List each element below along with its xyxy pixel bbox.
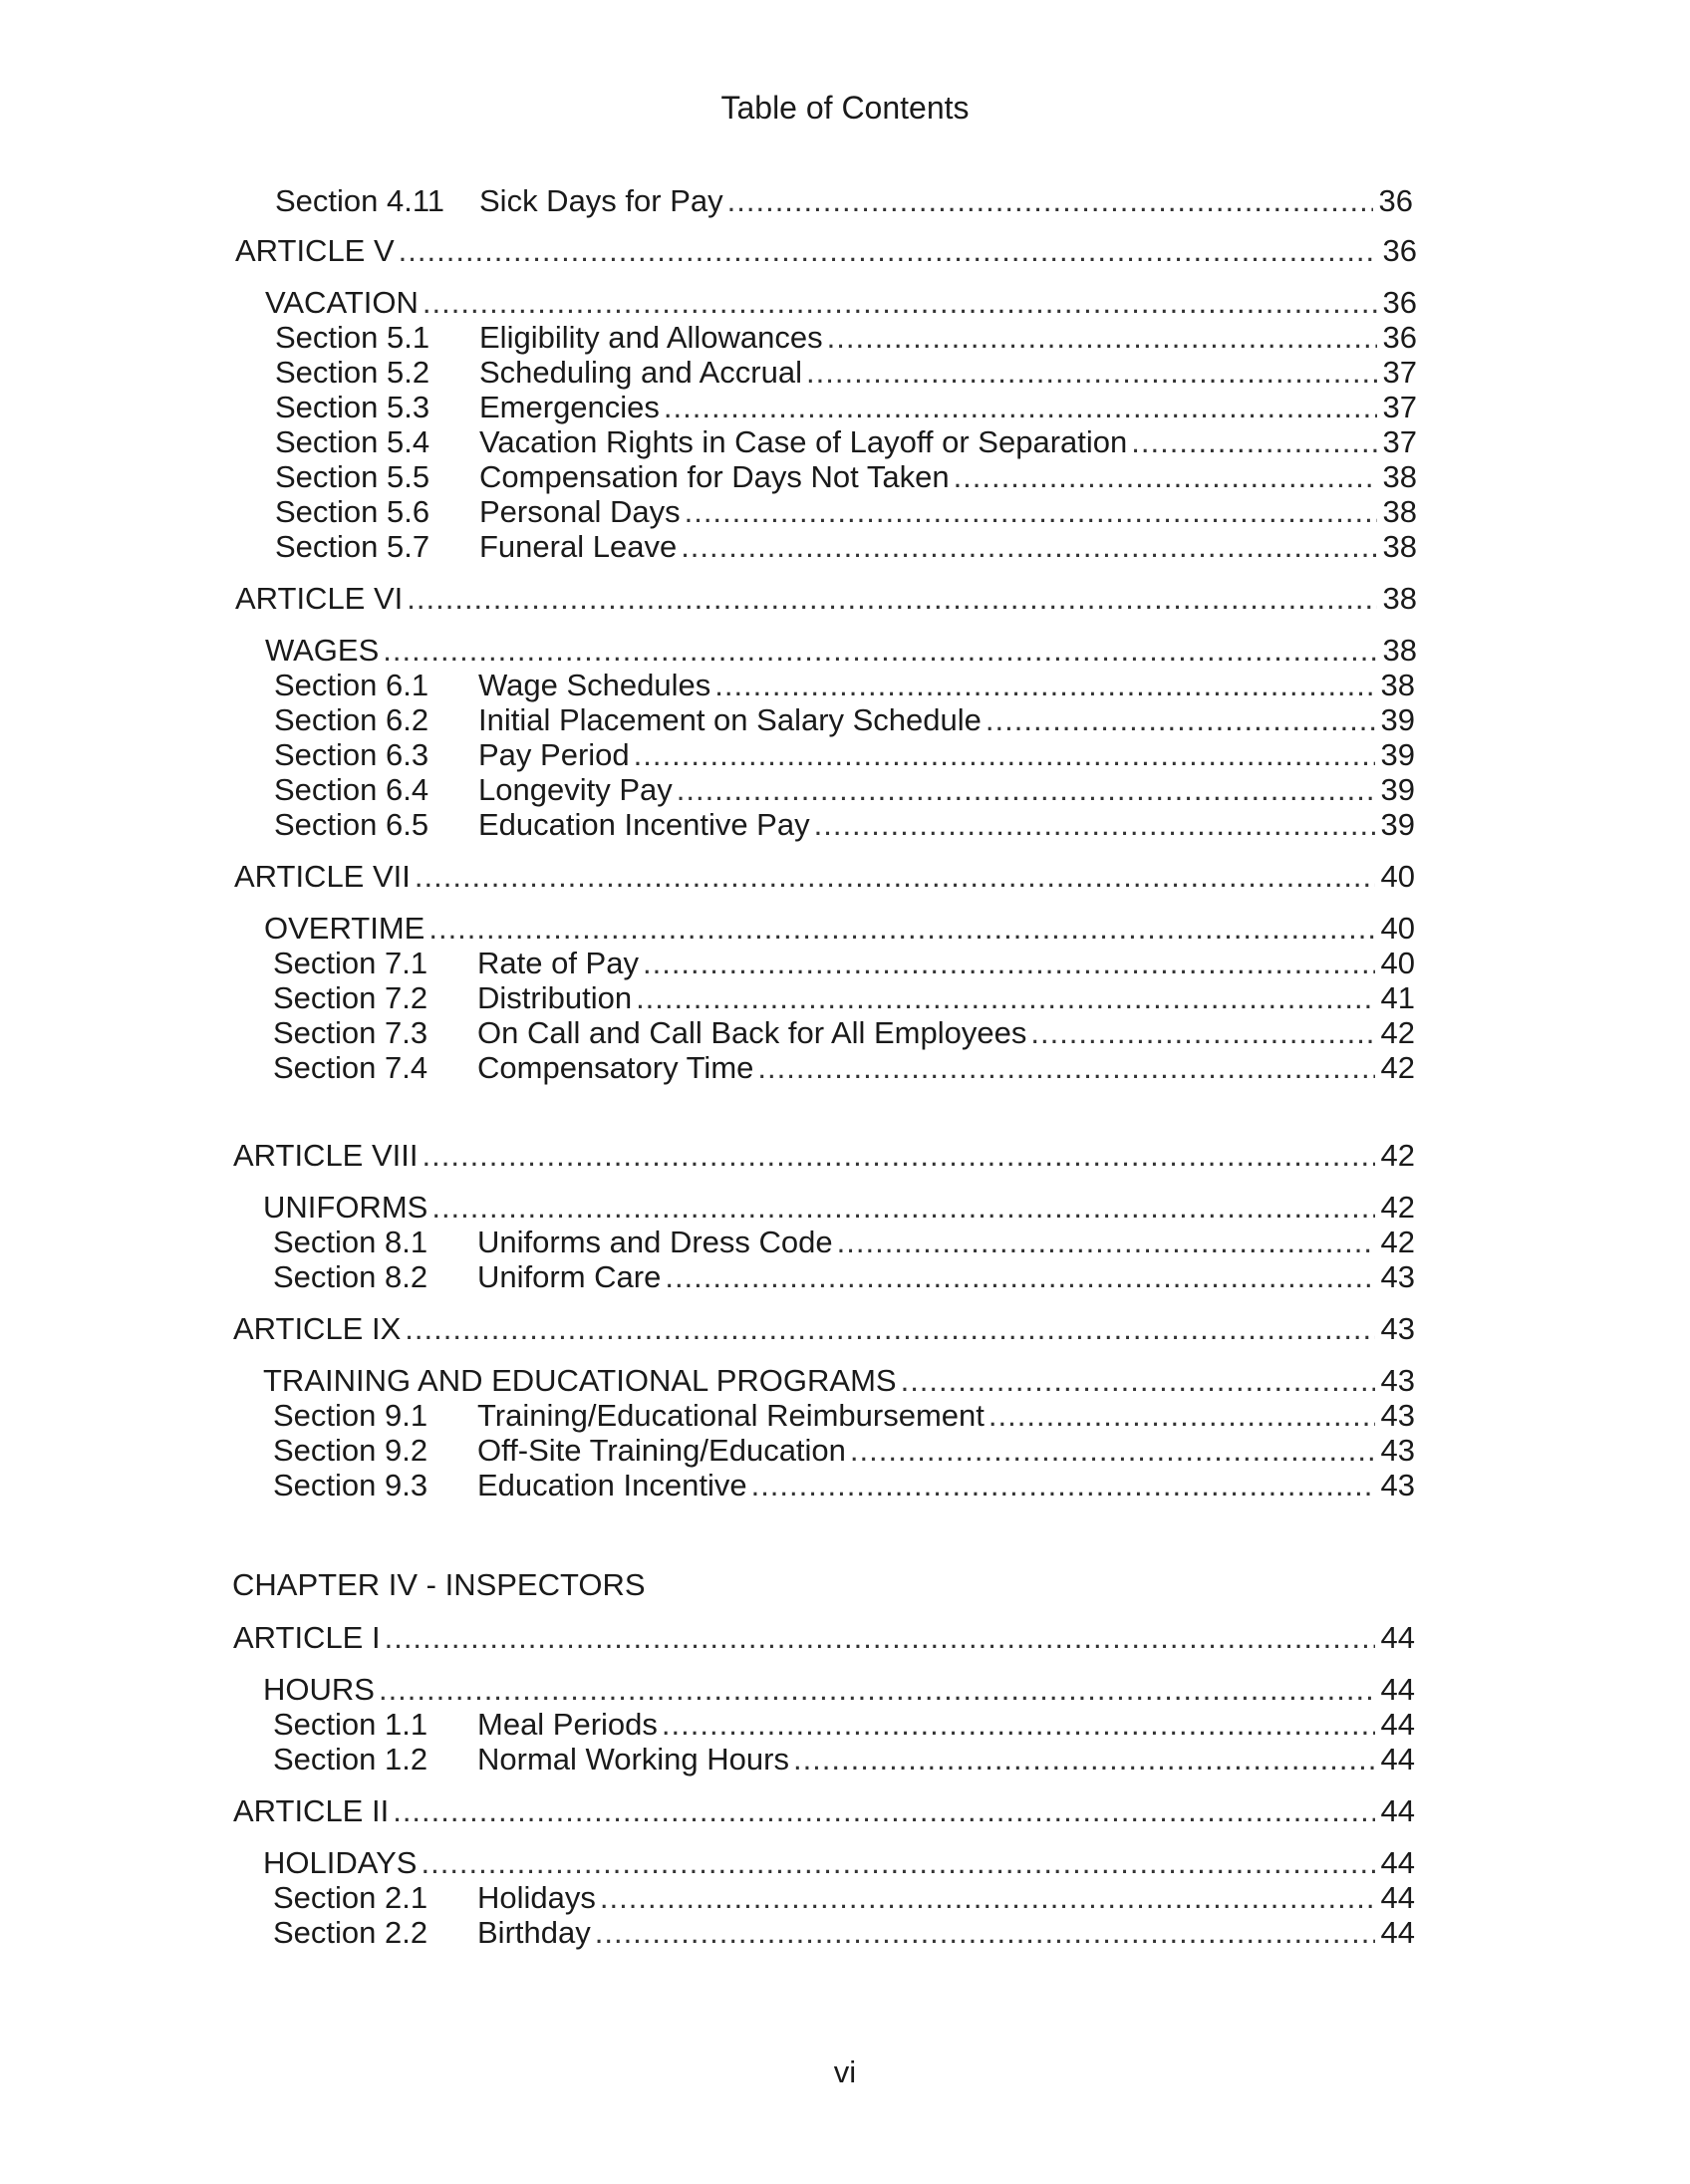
dot-leader — [600, 1880, 1375, 1916]
section-number: Section 9.3 — [273, 1468, 428, 1502]
entry-label: Off-Site Training/Education — [477, 1433, 846, 1468]
dot-leader — [727, 183, 1373, 219]
page-number: 43 — [1380, 1311, 1415, 1346]
toc-article-entry[interactable] — [233, 1793, 1415, 1829]
entry-label: ARTICLE I — [233, 1620, 381, 1655]
entry-label: HOURS — [263, 1672, 375, 1707]
toc-heading-entry[interactable] — [263, 1672, 1415, 1708]
dot-leader — [405, 1311, 1375, 1347]
toc-heading-entry[interactable] — [263, 1845, 1415, 1881]
dot-leader — [431, 1190, 1375, 1226]
toc-section-entry[interactable] — [274, 807, 1415, 843]
page-number: 44 — [1380, 1672, 1415, 1707]
section-number: Section 1.2 — [273, 1742, 428, 1776]
section-number: Section 6.5 — [274, 807, 429, 842]
toc-article-entry[interactable] — [233, 1311, 1415, 1347]
section-number: Section 5.2 — [275, 355, 430, 390]
page-number: 37 — [1382, 424, 1417, 459]
page-number: 38 — [1382, 633, 1417, 668]
entry-label: Longevity Pay — [478, 772, 673, 807]
page-title: Table of Contents — [720, 90, 970, 126]
page-number: 43 — [1380, 1433, 1415, 1468]
entry-label: UNIFORMS — [263, 1190, 428, 1225]
dot-leader — [643, 946, 1375, 981]
entry-label: Uniform Care — [477, 1259, 662, 1294]
toc-section-entry[interactable] — [275, 424, 1417, 460]
toc-section-entry[interactable] — [273, 946, 1415, 981]
dot-leader — [850, 1433, 1375, 1469]
page-number: 44 — [1380, 1620, 1415, 1655]
page-number: 42 — [1380, 1225, 1415, 1259]
dot-leader — [814, 807, 1375, 843]
page-number: 38 — [1382, 529, 1417, 564]
page-number: 42 — [1380, 1190, 1415, 1225]
section-number: Section 2.1 — [273, 1880, 428, 1915]
section-number: Section 2.2 — [273, 1915, 428, 1950]
entry-label: Meal Periods — [477, 1707, 658, 1742]
entry-label: Vacation Rights in Case of Layoff or Separation — [479, 424, 1128, 459]
page-number: 38 — [1382, 494, 1417, 529]
toc-section-entry[interactable] — [273, 1915, 1415, 1951]
toc-heading-entry[interactable] — [263, 1363, 1415, 1399]
toc-article-entry[interactable] — [233, 1138, 1415, 1174]
page-number: 41 — [1380, 980, 1415, 1015]
dot-leader — [415, 859, 1375, 895]
page-number: 42 — [1380, 1015, 1415, 1050]
dot-leader — [379, 1672, 1375, 1708]
toc-section-entry[interactable] — [273, 1050, 1415, 1086]
section-number: Section 5.1 — [275, 320, 430, 355]
page-number: 42 — [1380, 1050, 1415, 1085]
entry-label: Distribution — [477, 980, 633, 1015]
toc-heading-entry[interactable] — [265, 285, 1417, 321]
page-number: 36 — [1382, 285, 1417, 320]
entry-label: HOLIDAYS — [263, 1845, 418, 1880]
entry-label: Emergencies — [479, 390, 660, 424]
page-number: 38 — [1380, 668, 1415, 702]
toc-section-entry[interactable] — [273, 1398, 1415, 1434]
section-number: Section 6.1 — [274, 668, 429, 702]
toc-article-entry[interactable] — [235, 233, 1417, 269]
section-number: Section 7.4 — [273, 1050, 428, 1085]
entry-label: ARTICLE V — [235, 233, 395, 268]
dot-leader — [399, 233, 1377, 269]
entry-label: Uniforms and Dress Code — [477, 1225, 833, 1259]
toc-section-entry[interactable] — [273, 1259, 1415, 1295]
dot-leader — [837, 1225, 1375, 1260]
page-number: 44 — [1380, 1880, 1415, 1915]
page-number: 43 — [1380, 1259, 1415, 1294]
toc-section-entry[interactable] — [274, 737, 1415, 773]
page-number: 39 — [1380, 772, 1415, 807]
dot-leader — [407, 581, 1377, 617]
dot-leader — [1030, 1015, 1375, 1051]
section-number: Section 7.2 — [273, 980, 428, 1015]
toc-heading-entry[interactable] — [263, 1190, 1415, 1226]
dot-leader — [988, 1398, 1375, 1434]
entry-label: Pay Period — [478, 737, 630, 772]
entry-label: Normal Working Hours — [477, 1742, 789, 1776]
entry-label: VACATION — [265, 285, 419, 320]
page-number: 37 — [1382, 355, 1417, 390]
dot-leader — [751, 1468, 1375, 1503]
page-number: 42 — [1380, 1138, 1415, 1173]
entry-label: ARTICLE IX — [233, 1311, 402, 1346]
dot-leader — [636, 980, 1375, 1016]
toc-heading-entry[interactable] — [264, 911, 1415, 947]
toc-section-entry[interactable] — [273, 1015, 1415, 1051]
entry-label: Rate of Pay — [477, 946, 639, 980]
entry-label: Eligibility and Allowances — [479, 320, 823, 355]
toc-heading-entry[interactable] — [265, 633, 1417, 669]
page-number-footer: vi — [833, 2054, 857, 2089]
section-number: Section 6.2 — [274, 702, 429, 737]
toc-section-entry[interactable] — [273, 1225, 1415, 1260]
page-number: 44 — [1380, 1707, 1415, 1742]
toc-article-entry[interactable] — [235, 581, 1417, 617]
toc-section-entry[interactable] — [275, 494, 1417, 530]
dot-leader — [793, 1742, 1375, 1777]
page-number: 39 — [1380, 702, 1415, 737]
dot-leader — [421, 1845, 1375, 1881]
toc-section-entry[interactable] — [275, 529, 1417, 565]
entry-label: Education Incentive Pay — [478, 807, 810, 842]
dot-leader — [827, 320, 1377, 356]
entry-label: ARTICLE VIII — [233, 1138, 419, 1173]
section-number: Section 5.5 — [275, 459, 430, 494]
dot-leader — [901, 1363, 1375, 1399]
toc-section-entry[interactable] — [273, 1468, 1415, 1503]
dot-leader — [664, 390, 1377, 425]
page-number: 43 — [1380, 1398, 1415, 1433]
toc-section-entry[interactable] — [273, 1707, 1415, 1743]
page-number: 36 — [1378, 183, 1413, 218]
page-number: 36 — [1382, 233, 1417, 268]
page-number: 44 — [1380, 1845, 1415, 1880]
toc-section-entry[interactable] — [275, 183, 1413, 219]
dot-leader — [685, 494, 1377, 530]
entry-label: TRAINING AND EDUCATIONAL PROGRAMS — [263, 1363, 897, 1398]
entry-label: ARTICLE VI — [235, 581, 404, 616]
entry-label: Scheduling and Accrual — [479, 355, 803, 390]
section-number: Section 1.1 — [273, 1707, 428, 1742]
toc-section-entry[interactable] — [273, 1433, 1415, 1469]
dot-leader — [634, 737, 1375, 773]
toc-section-entry[interactable] — [273, 1880, 1415, 1916]
section-number: Section 8.2 — [273, 1259, 428, 1294]
entry-label: OVERTIME — [264, 911, 425, 946]
dot-leader — [954, 459, 1377, 495]
page-number: 43 — [1380, 1363, 1415, 1398]
chapter-heading: CHAPTER IV - INSPECTORS — [232, 1567, 646, 1602]
dot-leader — [681, 529, 1377, 565]
toc-section-entry[interactable] — [275, 459, 1417, 495]
page-number: 37 — [1382, 390, 1417, 424]
entry-label: Sick Days for Pay — [479, 183, 723, 218]
page-number: 44 — [1380, 1915, 1415, 1950]
page-number: 40 — [1380, 946, 1415, 980]
dot-leader — [595, 1915, 1375, 1951]
section-number: Section 5.3 — [275, 390, 430, 424]
dot-leader — [385, 1620, 1375, 1656]
entry-label: ARTICLE VII — [234, 859, 411, 894]
toc-article-entry[interactable] — [234, 859, 1415, 895]
section-number: Section 5.4 — [275, 424, 430, 459]
dot-leader — [665, 1259, 1375, 1295]
page-number: 38 — [1382, 459, 1417, 494]
entry-label: Training/Educational Reimbursement — [477, 1398, 985, 1433]
page-number: 36 — [1382, 320, 1417, 355]
entry-label: Wage Schedules — [478, 668, 711, 702]
entry-label: ARTICLE II — [233, 1793, 390, 1828]
section-number: Section 5.6 — [275, 494, 430, 529]
dot-leader — [986, 702, 1375, 738]
entry-label: Personal Days — [479, 494, 681, 529]
entry-label: Funeral Leave — [479, 529, 678, 564]
entry-label: Compensation for Days Not Taken — [479, 459, 950, 494]
section-number: Section 7.3 — [273, 1015, 428, 1050]
toc-section-entry[interactable] — [275, 390, 1417, 425]
toc-section-entry[interactable] — [274, 772, 1415, 808]
toc-section-entry[interactable] — [275, 355, 1417, 391]
dot-leader — [806, 355, 1377, 391]
toc-section-entry[interactable] — [273, 1742, 1415, 1777]
section-number: Section 6.3 — [274, 737, 429, 772]
dot-leader — [393, 1793, 1375, 1829]
toc-section-entry[interactable] — [274, 702, 1415, 738]
toc-article-entry[interactable] — [233, 1620, 1415, 1656]
toc-section-entry[interactable] — [275, 320, 1417, 356]
dot-leader — [757, 1050, 1375, 1086]
entry-label: Holidays — [477, 1880, 596, 1915]
dot-leader — [383, 633, 1377, 669]
section-number: Section 7.1 — [273, 946, 428, 980]
dot-leader — [662, 1707, 1375, 1743]
page-number: 43 — [1380, 1468, 1415, 1502]
entry-label: Education Incentive — [477, 1468, 747, 1502]
entry-label: WAGES — [265, 633, 380, 668]
section-number: Section 4.11 — [275, 183, 445, 218]
page-number: 40 — [1380, 911, 1415, 946]
page-number: 39 — [1380, 807, 1415, 842]
page-number: 44 — [1380, 1742, 1415, 1776]
section-number: Section 9.2 — [273, 1433, 428, 1468]
toc-section-entry[interactable] — [274, 668, 1415, 703]
entry-label: Birthday — [477, 1915, 591, 1950]
page-number: 39 — [1380, 737, 1415, 772]
dot-leader — [428, 911, 1375, 947]
dot-leader — [714, 668, 1375, 703]
page-number: 44 — [1380, 1793, 1415, 1828]
entry-label: Initial Placement on Salary Schedule — [478, 702, 982, 737]
dot-leader — [1131, 424, 1377, 460]
dot-leader — [677, 772, 1375, 808]
dot-leader — [422, 285, 1377, 321]
page-number: 40 — [1380, 859, 1415, 894]
page-number: 38 — [1382, 581, 1417, 616]
toc-section-entry[interactable] — [273, 980, 1415, 1016]
section-number: Section 6.4 — [274, 772, 429, 807]
entry-label: Compensatory Time — [477, 1050, 754, 1085]
section-number: Section 5.7 — [275, 529, 430, 564]
entry-label: On Call and Call Back for All Employees — [477, 1015, 1027, 1050]
section-number: Section 9.1 — [273, 1398, 428, 1433]
section-number: Section 8.1 — [273, 1225, 428, 1259]
dot-leader — [422, 1138, 1376, 1174]
